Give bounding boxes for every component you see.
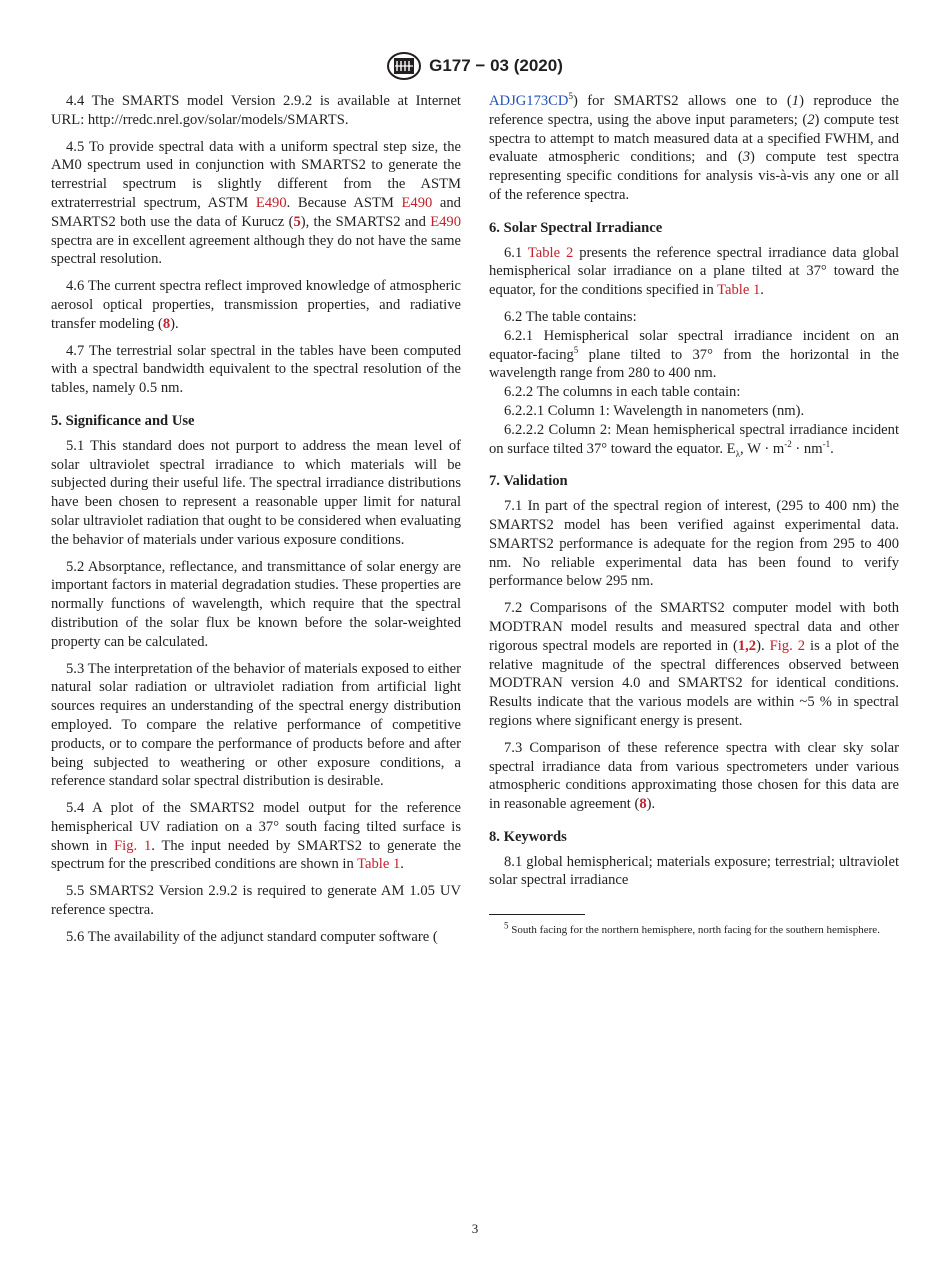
section-7-3: 7.3 Comparison of these reference spectra with clear sky solar spectral irradiance data from various spectrometers under various atmospheric conditions approximating those chosen for this data are in reasonable agreement (8).	[489, 739, 899, 813]
section-5-5: 5.5 SMARTS2 Version 2.9.2 is required to generate AM 1.05 UV reference spectra.	[51, 883, 461, 919]
section-5-6-continued: $ADJG173CD^5$) for SMARTS2 allows one to (1) reproduce the reference spectra, using the above input parameters; (2) compute test spectra to attempt to match measured data at a specified FWHM, and evaluate atmospheric conditions; and (3) compute test spectra representing specific conditions for analysis vis-à-vis any one or all of the reference spectra.	[489, 91, 899, 203]
ref-citation[interactable]: 8	[162, 315, 171, 332]
section-4-4: 4.4 The SMARTS model Version 2.9.2 is available at Internet URL: http://rredc.nrel.gov/solar/models/SMARTS.	[51, 93, 461, 128]
footnote-marker: 5	[568, 91, 573, 102]
section-heading-8: 8. Keywords	[489, 828, 567, 845]
section-6-2-2-1: 6.2.2.1 Column 1: Wavelength in nanometers (nm).	[504, 402, 805, 419]
section-5-4: 5.4 A plot of the SMARTS2 model output for the reference hemispherical UV radiation on a 37° south facing tilted surface is shown in Fig. 1. The input needed by SMARTS2 to generate the spectrum for the prescribed conditions are shown in Table 1.	[51, 800, 462, 873]
section-7-2: 7.2 Comparisons of the SMARTS2 computer model with both MODTRAN model results and measured spectral data and other rigorous spectral models are reported in (1,2). Fig. 2 is a plot of the relative magnitude of the spectral differences observed between MODTRAN version 4.0 and SMARTS2 for identical conditions. Results indicate that the various models are within ~5 % in spectral regions where significant energy is present.	[489, 600, 899, 729]
ref-citation[interactable]: 1,2	[737, 637, 757, 654]
ref-table-1[interactable]: Table 1	[717, 282, 761, 299]
section-6-2: 6.2 The table contains:	[504, 308, 637, 325]
ref-fig-2[interactable]: Fig. 2	[769, 637, 806, 654]
section-6-2-2: 6.2.2 The columns in each table contain:	[504, 384, 741, 401]
section-6-2-2-2: 6.2.2.2 Column 2: Mean hemispherical spectral irradiance incident on surface tilted 37° toward the equator. $E_\lambda$, $W \cdot m^{-2} \cdot nm^{-1}$.	[489, 421, 899, 459]
document-designation: G177 − 03 (2020)	[429, 56, 563, 75]
ref-table-2[interactable]: Table 2	[527, 244, 574, 261]
ref-table-1[interactable]: Table 1	[357, 856, 401, 873]
section-4-7: 4.7 The terrestrial solar spectral in the tables have been computed with a spectral bandwidth equivalent to the spectral resolution of the tables, namely 0.5 nm.	[51, 342, 461, 397]
section-4-5: 4.5 To provide spectral data with a uniform spectral step size, the AM0 spectrum used in conjunction with SMARTS2 to generate the terrestrial spectrum is slightly different from the ASTM extraterrestrial spectrum, ASTM E490. Because ASTM E490 and SMARTS2 both use the data of Kurucz (5), the SMARTS2 and E490 spectra are in excellent agreement although they do not have the same spectral resolution.	[51, 138, 461, 268]
link-adjg173cd[interactable]: ADJG173CD	[489, 93, 569, 109]
footnote-marker: 5	[573, 344, 579, 355]
section-8-1: 8.1 global hemispherical; materials exposure; terrestrial; ultraviolet solar spectral irradiance	[489, 853, 899, 889]
section-7-1: 7.1 In part of the spectral region of interest, (295 to 400 nm) the SMARTS2 model has been verified against experimental data. SMARTS2 performance is adequate for the region from 295 to 400 nm. No reliable experimental data has been found to verify performance below 295 nm.	[489, 498, 899, 590]
section-heading-5: 5. Significance and Use	[51, 412, 195, 429]
ref-e490[interactable]: E490	[430, 213, 461, 230]
section-heading-6: 6. Solar Spectral Irradiance	[489, 219, 663, 236]
ref-e490[interactable]: E490	[401, 194, 433, 211]
left-column	[51, 92, 461, 947]
right-column	[489, 92, 899, 938]
ref-citation[interactable]: 8	[639, 796, 647, 813]
footnote-divider	[489, 914, 585, 915]
astm-logo-icon	[387, 52, 421, 80]
section-5-1: 5.1 This standard does not purport to address the mean level of solar ultraviolet spectral irradiance to which materials will be subjected during their useful life. The spectral irradiance distributions have been chosen to represent a reasonable upper limit for natural solar ultraviolet radiation that ought to be considered when evaluating the behavior of materials under various exposure conditions.	[51, 437, 461, 548]
section-5-6: 5.6 The availability of the adjunct standard computer software (	[66, 928, 438, 945]
ref-citation[interactable]: 5	[293, 213, 301, 230]
ref-e490[interactable]: E490	[255, 194, 287, 211]
section-5-2: 5.2 Absorptance, reflectance, and transmittance of solar energy are important factors in material degradation studies. These properties are normally functions of wavelength, which require that the spectral distribution of the solar flux be known before the solar-weighted property can be calculated.	[51, 558, 461, 650]
section-6-2-1: 6.2.1 Hemispherical solar spectral irradiance incident on an equator-facing$^5$ plane tilted to 37° from the horizontal in the wavelength range from 280 to 400 nm.	[489, 327, 899, 382]
page-header	[0, 52, 950, 80]
section-6-1: 6.1 Table 2 presents the reference spectral irradiance data global hemispherical solar irradiance on a plane tilted at 37° toward the equator, for the conditions specified in Table 1.	[489, 244, 899, 299]
section-4-6: 4.6 The current spectra reflect improved knowledge of atmospheric aerosol optical properties, transmission properties, and radiative transfer modeling (8).	[51, 278, 461, 332]
footnote: $^5$ South facing for the northern hemisphere, north facing for the southern hemisphere.	[504, 920, 880, 937]
section-5-3: 5.3 The interpretation of the behavior of materials exposed to either natural solar radiation or ultraviolet radiation from artificial light sources requires an understanding of the spectral energy distribution employed. To compare the relative performance of competitive products, or to compare the performance of products before and after being subjected to weathering or other exposure conditions, a reference standard solar spectral distribution is desirable.	[51, 660, 461, 790]
page-number: 3	[471, 1221, 479, 1236]
section-heading-7: 7. Validation	[489, 473, 568, 490]
ref-fig-1[interactable]: Fig. 1	[114, 837, 152, 854]
